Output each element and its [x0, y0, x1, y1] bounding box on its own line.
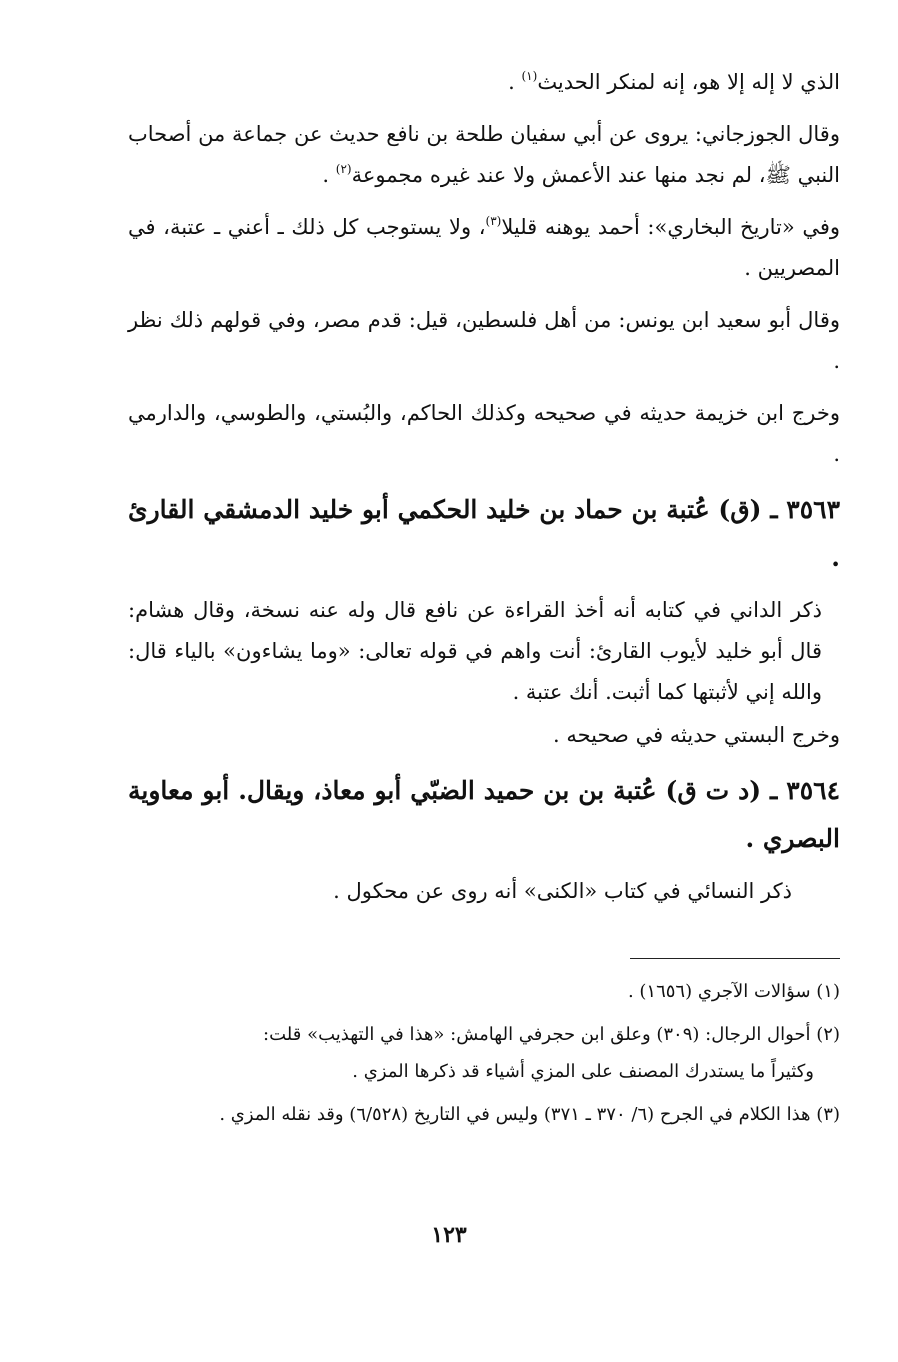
entry-heading: ٣٥٦٤ ـ (د ت ق) عُتبة بن بن حميد الضبّي أبو معاذ، ويقال. أبو معاوية البصري . [128, 776, 840, 853]
main-text [128, 62, 840, 923]
text-run: . [508, 70, 522, 94]
paragraph [128, 62, 840, 103]
text-run: . [322, 163, 336, 187]
text-run: ، ولا يستوجب كل ذلك ـ أعني ـ عتبة، في المصريين . [128, 215, 840, 280]
paragraph [128, 207, 840, 289]
footnotes [128, 973, 840, 1139]
footnote: (١) سؤالات الآجري (١٦٥٦) . [627, 981, 840, 1002]
text-run: الذي لا إله إلا هو، إنه لمنكر الحديث [537, 70, 840, 94]
page-number: ١٢٣ [431, 1222, 467, 1248]
paragraph: ذكر النسائي في كتاب «الكنى» أنه روى عن محكول . [333, 879, 792, 903]
footnote-ref: (٣) [485, 214, 502, 228]
entry-heading: ٣٥٦٣ ـ (ق) عُتبة بن حماد بن خليد الحكمي أبو خليد الدمشقي القارئ . [128, 495, 840, 572]
text-run: وفي «تاريخ البخاري»: أحمد يوهنه قليلا [501, 215, 840, 239]
footnote-ref: (١) [521, 69, 538, 83]
footnote [128, 1016, 840, 1090]
paragraph [128, 114, 840, 196]
footnote: (٣) هذا الكلام في الجرح (٦/ ٣٧٠ ـ ٣٧١) وليس في التاريخ (٦/٥٢٨) وقد نقله المزي . [219, 1104, 840, 1125]
paragraph: وخرج ابن خزيمة حديثه في صحيحه وكذلك الحاكم، والبُستي، والطوسي، والدارمي . [128, 401, 840, 466]
footnote-ref: (٢) [335, 162, 352, 176]
paragraph: وقال أبو سعيد ابن يونس: من أهل فلسطين، قيل: قدم مصر، وفي قولهم ذلك نظر . [128, 308, 840, 373]
footnote-line: (٢) أحوال الرجال: (٣٠٩) وعلق ابن حجرفي الهامش: «هذا في التهذيب» قلت: [263, 1024, 840, 1045]
footnote-divider [630, 958, 840, 959]
paragraph: ذكر الداني في كتابه أنه أخذ القراءة عن نافع قال وله عنه نسخة، وقال هشام: قال أبو خليد لأيوب القارئ: أنت واهم في قوله تعالى: «وما يشاءون» بالياء قال: والله إني لأثبتها كما أثبت. أنك عتبة . [128, 598, 822, 704]
footnote-continuation: وكثيراً ما يستدرك المصنف على المزي أشياء قد ذكرها المزي . [352, 1061, 814, 1082]
text-run: وقال الجوزجاني: يروى عن أبي سفيان طلحة بن نافع حديث عن جماعة من أصحاب النبي ﷺ، لم نجد منها عند الأعمش ولا عند غيره مجموعة [128, 122, 840, 187]
paragraph: وخرج البستي حديثه في صحيحه . [553, 723, 840, 747]
